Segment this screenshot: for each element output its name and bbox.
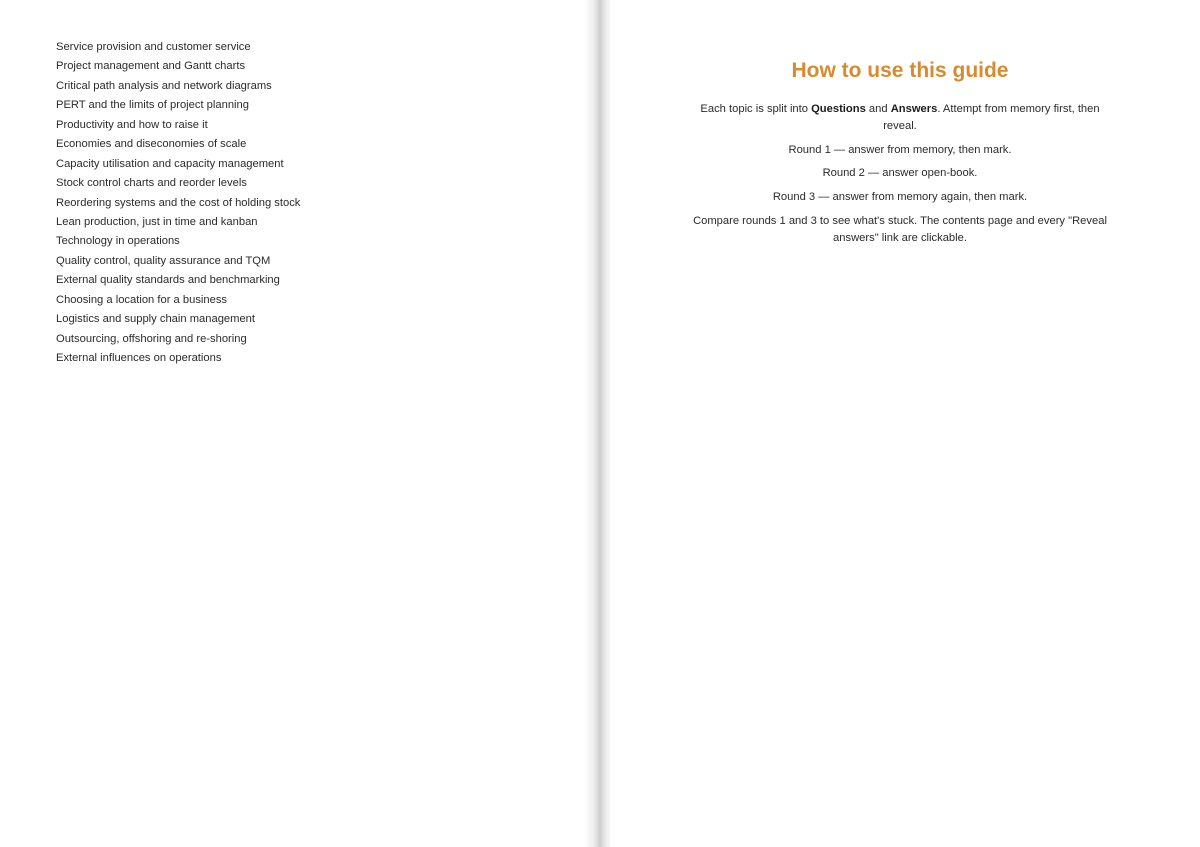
- contents-list: [56, 38, 300, 368]
- contents-item-quality-control[interactable]: Quality control, quality assurance and TQM: [56, 254, 271, 267]
- contents-item-project-management[interactable]: Project management and Gantt charts: [56, 60, 246, 73]
- contents-item-stock-control[interactable]: Stock control charts and reorder levels: [56, 177, 247, 190]
- intro-suffix: . Attempt from memory first, then reveal.: [883, 103, 1100, 132]
- contents-page: [0, 0, 590, 847]
- round-1-text: Round 1 — answer from memory, then mark.: [788, 144, 1012, 156]
- intro-prefix: Each topic is split into: [700, 103, 812, 115]
- intro-answers-bold: Answers: [890, 103, 938, 115]
- compare-text: Compare rounds 1 and 3 to see what's stuck. The contents page and every "Reveal answers" link are clickable.: [693, 215, 1107, 244]
- contents-item-productivity[interactable]: Productivity and how to raise it: [56, 118, 208, 131]
- contents-item-pert[interactable]: PERT and the limits of project planning: [56, 99, 249, 112]
- contents-item-logistics[interactable]: Logistics and supply chain management: [56, 313, 256, 326]
- contents-item-economies-of-scale[interactable]: Economies and diseconomies of scale: [56, 138, 247, 151]
- contents-item-reordering[interactable]: Reordering systems and the cost of holding stock: [56, 196, 301, 209]
- guide-page: [610, 0, 1200, 847]
- contents-item-quality-standards[interactable]: External quality standards and benchmarking: [56, 274, 280, 287]
- contents-item-critical-path[interactable]: Critical path analysis and network diagrams: [56, 79, 272, 92]
- guide-title: How to use this guide: [791, 59, 1009, 82]
- contents-item-lean-production[interactable]: Lean production, just in time and kanban: [56, 215, 258, 228]
- contents-item-location[interactable]: Choosing a location for a business: [56, 293, 228, 306]
- contents-item-technology[interactable]: Technology in operations: [56, 235, 180, 248]
- intro-and: and: [865, 103, 891, 115]
- guide-intro-paragraph: [690, 101, 1110, 134]
- contents-item-service-provision[interactable]: Service provision and customer service: [56, 41, 251, 53]
- contents-item-external-influences[interactable]: External influences on operations: [56, 352, 222, 364]
- contents-item-capacity[interactable]: Capacity utilisation and capacity management: [56, 157, 284, 170]
- intro-questions-bold: Questions: [811, 103, 866, 115]
- contents-item-outsourcing[interactable]: Outsourcing, offshoring and re-shoring: [56, 332, 247, 345]
- round-2-text: Round 2 — answer open-book.: [822, 167, 978, 179]
- round-3-text: Round 3 — answer from memory again, then mark.: [772, 191, 1028, 203]
